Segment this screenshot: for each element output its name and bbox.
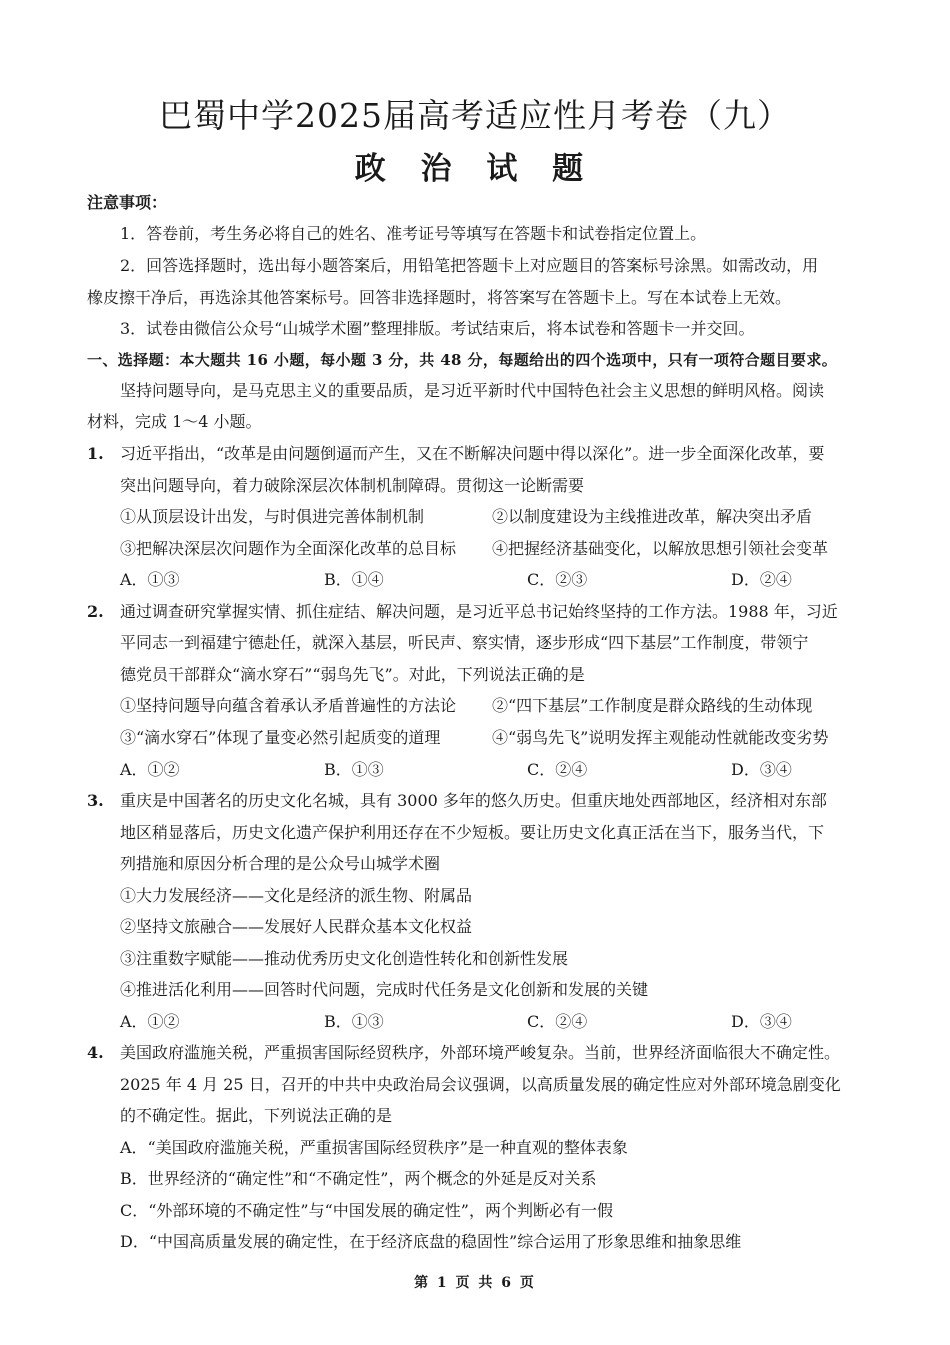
question-1-option-c: C．②③ [527, 570, 588, 589]
question-2-option-c: C．②④ [527, 760, 588, 779]
section-intro-line-1: 坚持问题导向，是马克思主义的重要品质，是习近平新时代中国特色社会主义思想的鲜明风格。阅读 [120, 381, 825, 400]
question-1-statement-3: ③把解决深层次问题作为全面深化改革的总目标 [120, 539, 457, 558]
question-3-statement-4: ④推进活化利用——回答时代问题，完成时代任务是文化创新和发展的关键 [120, 980, 649, 999]
question-2-statement-3: ③“滴水穿石”体现了量变必然引起质变的道理 [120, 728, 441, 747]
question-2-statement-4: ④“弱鸟先飞”说明发挥主观能动性就能改变劣势 [492, 728, 829, 747]
question-4-option-d: D．“中国高质量发展的确定性，在于经济底盘的稳固性”综合运用了形象思维和抽象思维 [120, 1232, 742, 1251]
question-1-option-b: B．①④ [324, 570, 384, 589]
question-4-option-b: B．世界经济的“确定性”和“不确定性”，两个概念的外延是反对关系 [120, 1169, 597, 1188]
notice-heading: 注意事项： [87, 193, 168, 212]
question-2-statement-1: ①坚持问题导向蕴含着承认矛盾普遍性的方法论 [120, 696, 457, 715]
section-heading: 一、选择题：本大题共 16 小题，每小题 3 分，共 48 分，每题给出的四个选项中，只有一项符合题目要求。 [87, 351, 838, 369]
exam-title: 巴蜀中学2025届高考适应性月考卷（九） [159, 96, 791, 135]
question-3-option-c: C．②④ [527, 1012, 588, 1031]
question-4-stem-line-1: 美国政府滥施关税，严重损害国际经贸秩序，外部环境严峻复杂。当前，世界经济面临很大不确定性。 [120, 1043, 841, 1062]
notice-item-3: 3．试卷由微信公众号“山城学术圈”整理排版。考试结束后，将本试卷和答题卡一并交回。 [120, 319, 755, 338]
question-1-statement-4: ④把握经济基础变化，以解放思想引领社会变革 [492, 539, 829, 558]
question-4-stem-line-3: 的不确定性。据此，下列说法正确的是 [120, 1106, 393, 1125]
question-4-number: 4. [87, 1043, 104, 1062]
question-1-number: 1. [87, 444, 104, 463]
question-3-number: 3. [87, 791, 104, 810]
question-3-statement-2: ②坚持文旅融合——发展好人民群众基本文化权益 [120, 917, 473, 936]
question-2-stem-line-2: 平同志一到福建宁德赴任，就深入基层，听民声、察实情，逐步形成“四下基层”工作制度，带领宁 [120, 633, 809, 652]
page-number: 第 1 页 共 6 页 [414, 1275, 536, 1291]
question-2-option-a: A．①② [120, 760, 180, 779]
question-1-option-a: A．①③ [120, 570, 180, 589]
question-3-statement-1: ①大力发展经济——文化是经济的派生物、附属品 [120, 886, 473, 905]
question-3-stem-line-2: 地区稍显落后，历史文化遗产保护利用还存在不少短板。要让历史文化真正活在当下，服务当代，下 [120, 823, 825, 842]
subject-title: 政 治 试 题 [354, 151, 596, 187]
question-4-option-a: A．“美国政府滥施关税，严重损害国际经贸秩序”是一种直观的整体表象 [120, 1138, 628, 1157]
question-1-stem-line-2: 突出问题导向，着力破除深层次体制机制障碍。贯彻这一论断需要 [120, 476, 585, 495]
question-1-statement-2: ②以制度建设为主线推进改革，解决突出矛盾 [492, 507, 813, 526]
question-3-option-d: D．③④ [731, 1012, 792, 1031]
section-intro-line-2: 材料，完成 1～4 小题。 [87, 412, 262, 431]
question-2-number: 2. [87, 602, 104, 621]
question-1-stem-line-1: 习近平指出，“改革是由问题倒逼而产生，又在不断解决问题中得以深化”。进一步全面深化改革，要 [120, 444, 825, 463]
question-4-option-c: C．“外部环境的不确定性”与“中国发展的确定性”，两个判断必有一假 [120, 1201, 613, 1220]
question-3-statement-3: ③注重数字赋能——推动优秀历史文化创造性转化和创新性发展 [120, 949, 569, 968]
question-2-stem-line-1: 通过调查研究掌握实情、抓住症结、解决问题，是习近平总书记始终坚持的工作方法。1988 年，习近 [120, 602, 838, 621]
question-4-stem-line-2: 2025 年 4 月 25 日，召开的中共中央政治局会议强调，以高质量发展的确定性应对外部环境急剧变化 [120, 1075, 841, 1094]
question-2-option-d: D．③④ [731, 760, 792, 779]
question-2-option-b: B．①③ [324, 760, 384, 779]
notice-item-2-line-2: 橡皮擦干净后，再选涂其他答案标号。回答非选择题时，将答案写在答题卡上。写在本试卷上无效。 [87, 288, 792, 307]
question-1-option-d: D．②④ [731, 570, 792, 589]
question-1-statement-1: ①从顶层设计出发，与时俱进完善体制机制 [120, 507, 425, 526]
question-2-stem-line-3: 德党员干部群众“滴水穿石”“弱鸟先飞”。对此，下列说法正确的是 [120, 665, 585, 684]
question-3-stem-line-3: 列措施和原因分析合理的是公众号山城学术圈 [120, 854, 441, 873]
question-3-stem-line-1: 重庆是中国著名的历史文化名城，具有 3000 多年的悠久历史。但重庆地处西部地区，经济相对东部 [120, 791, 827, 810]
question-2-statement-2: ②“四下基层”工作制度是群众路线的生动体现 [492, 696, 813, 715]
notice-item-2-line-1: 2．回答选择题时，选出每小题答案后，用铅笔把答题卡上对应题目的答案标号涂黑。如需改动，用 [120, 256, 819, 275]
notice-item-1: 1．答卷前，考生务必将自己的姓名、准考证号等填写在答题卡和试卷指定位置上。 [120, 224, 707, 243]
question-3-option-b: B．①③ [324, 1012, 384, 1031]
question-3-option-a: A．①② [120, 1012, 180, 1031]
